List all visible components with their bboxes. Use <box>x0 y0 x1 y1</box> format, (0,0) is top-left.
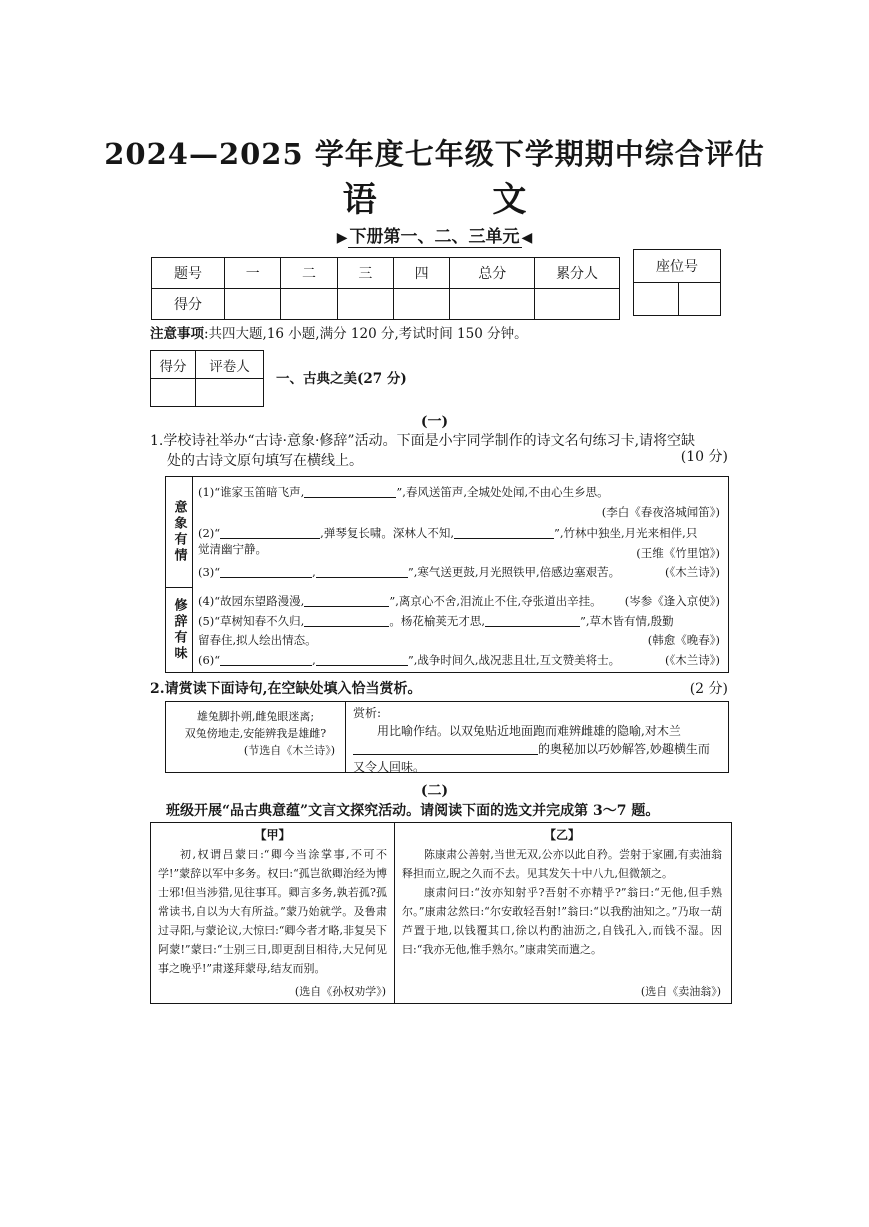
card-category-label: 意象有情 <box>166 477 193 588</box>
right-triangle-icon: ▶ <box>336 230 348 246</box>
appreciation-line: 又令人回味。 <box>353 760 426 774</box>
passage-source: (选自《卖油翁》) <box>640 985 721 998</box>
passage-source: (选自《孙权劝学》) <box>294 985 386 998</box>
passage-jia <box>151 823 395 1003</box>
passage-label: 【乙】 <box>543 828 580 842</box>
appreciation-box <box>165 701 729 773</box>
notice-label: 注意事项 <box>150 326 204 342</box>
answer-blank[interactable] <box>485 614 580 627</box>
part-heading: (二) <box>420 783 449 799</box>
appreciation-line: 用比喻作结。以双兔贴近地面跑而难辨雌雄的隐喻,对木兰 <box>377 724 681 738</box>
passage-paragraph: 陈康肃公善射,当世无双,公亦以此自矜。尝射于家圃,有卖油翁释担而立,睨之久而不去。见其发矢十中八九,但微颔之。 <box>402 848 722 880</box>
seat-number-table <box>633 249 721 316</box>
card-line: (2)“ ,弹琴复长啸。深林人不知, ”,竹林中独坐,月光来相伴,只 <box>198 526 698 540</box>
unit-scope-text: 下册第一、二、三单元 <box>349 227 520 247</box>
answer-blank[interactable] <box>304 485 396 498</box>
seat-number-label: 座位号 <box>634 250 721 283</box>
question-2-text: 2.请赏读下面诗句,在空缺处填入恰当赏析。 <box>150 681 422 697</box>
card-source: (《木兰诗》) <box>665 565 720 579</box>
score-header-cell: 累分人 <box>535 258 620 289</box>
question-1 <box>150 431 728 471</box>
answer-blank[interactable] <box>220 526 320 539</box>
poem-line: 雄兔脚扑朔,雌兔眼迷离; <box>196 710 315 723</box>
section-title: 一、古典之美(27 分) <box>276 371 407 387</box>
score-cell[interactable] <box>225 289 281 320</box>
exam-notice <box>150 322 528 342</box>
score-header-cell: 总分 <box>450 258 535 289</box>
score-table <box>151 257 620 320</box>
answer-blank[interactable] <box>304 594 389 607</box>
card-source: (李白《春夜洛城闻笛》) <box>601 505 720 519</box>
answer-blank[interactable] <box>220 565 312 578</box>
score-header-cell: 一 <box>225 258 281 289</box>
exam-title: 2024—2025 学年度七年级下学期期中综合评估 <box>104 137 765 171</box>
card-source: (岑参《逢入京使》) <box>624 594 720 608</box>
question-1-line: 1.学校诗社举办“古诗·意象·修辞”活动。下面是小宇同学制作的诗文名句练习卡,请将空缺 <box>150 433 696 449</box>
answer-blank[interactable] <box>316 565 408 578</box>
answer-blank[interactable] <box>353 742 538 755</box>
unit-scope-banner <box>0 222 869 247</box>
card-line: (6)“ , ”,战争时间久,战况悲且壮,互文赞美将士。 <box>198 653 621 667</box>
appreciation-text <box>353 704 722 776</box>
seat-number-cell[interactable] <box>679 283 721 316</box>
score-header-cell: 题号 <box>152 258 225 289</box>
card-line: 觉清幽宁静。 <box>198 542 267 556</box>
passage-paragraph: 康肃问曰:“汝亦知射乎?吾射不亦精乎?”翁曰:“无他,但手熟尔。”康肃忿然曰:“尔安敢轻吾射!”翁曰:“以我酌油知之。”乃取一葫芦置于地,以钱覆其口,徐以杓酌油沥之,自钱孔入,而钱不湿。因曰:“我亦无他,惟手熟尔。”康肃笑而遣之。 <box>402 886 722 956</box>
notice-text: :共四大题,16 小题,满分 120 分,考试时间 150 分钟。 <box>204 326 528 342</box>
answer-blank[interactable] <box>304 614 389 627</box>
part-heading: (一) <box>420 414 449 430</box>
score-header-cell: 三 <box>337 258 393 289</box>
passage-paragraph: 初,权谓吕蒙曰:“卿今当涂掌事,不可不学!”蒙辞以军中多务。权曰:“孤岂欲卿治经为博士邪!但当涉猎,见往事耳。卿言多务,孰若孤?孤常读书,自以为大有所益。”蒙乃始就学。及鲁肃过寻阳,与蒙论议,大惊曰:“卿今者才略,非复吴下阿蒙!”蒙曰:“士别三日,即更刮目相待,大兄何见事之晚乎!”肃遂拜蒙母,结友而别。 <box>158 848 387 975</box>
appreciation-label: 赏析: <box>353 706 382 720</box>
card-source: (《木兰诗》) <box>665 653 720 667</box>
appreciation-line: 的奥秘加以巧妙解答,妙趣横生而 <box>353 740 722 758</box>
subject-title: 语 文 <box>342 180 579 220</box>
score-cell[interactable] <box>337 289 393 320</box>
grader-reviewer-cell[interactable] <box>196 379 264 407</box>
card-line: (1)“谁家玉笛暗飞声, ”,春风送笛声,全城处处闻,不由心生乡思。 <box>198 485 609 499</box>
grader-score-label: 得分 <box>151 351 196 379</box>
score-header-cell: 四 <box>393 258 449 289</box>
score-cell[interactable] <box>535 289 620 320</box>
poem-source: (节选自《木兰诗》) <box>243 744 335 757</box>
question-points: (10 分) <box>680 449 728 465</box>
practice-card <box>165 476 729 673</box>
answer-blank[interactable] <box>454 526 554 539</box>
score-cell[interactable] <box>393 289 449 320</box>
score-cell[interactable] <box>450 289 535 320</box>
question-points: (2 分) <box>689 681 728 697</box>
card-source: (王维《竹里馆》) <box>636 546 720 560</box>
answer-blank[interactable] <box>316 653 408 666</box>
card-line: (5)“草树知春不久归, 。杨花榆荚无才思, ”,草木皆有情,殷勤 <box>198 614 674 628</box>
left-triangle-icon: ◀ <box>521 230 533 246</box>
classical-texts-box <box>150 822 732 1004</box>
grader-reviewer-label: 评卷人 <box>196 351 264 379</box>
card-line: (3)“ , ”,寒气送更鼓,月光照铁甲,倍感边塞艰苦。 <box>198 565 621 579</box>
passage-label: 【甲】 <box>254 828 291 842</box>
passage-yi <box>395 823 729 1003</box>
answer-blank[interactable] <box>220 653 312 666</box>
poem-line: 双兔傍地走,安能辨我是雄雌? <box>184 727 327 740</box>
grader-table <box>150 350 264 407</box>
seat-number-cell[interactable] <box>634 283 679 316</box>
score-row-label: 得分 <box>152 289 225 320</box>
poem-excerpt <box>166 702 346 772</box>
question-2 <box>150 678 728 698</box>
card-category-label: 修辞有味 <box>166 587 193 672</box>
activity-intro: 班级开展“品古典意蕴”文言文探究活动。请阅读下面的选文并完成第 3～7 题。 <box>166 803 660 819</box>
score-header-cell: 二 <box>281 258 337 289</box>
card-source: (韩愈《晚春》) <box>647 633 720 647</box>
score-cell[interactable] <box>281 289 337 320</box>
card-line: 留春住,拟人绘出情态。 <box>198 633 317 647</box>
card-line: (4)“故园东望路漫漫, ”,离京心不舍,泪流止不住,夺张道出辛挂。 <box>198 594 602 608</box>
question-1-line: 处的古诗文原句填写在横线上。 <box>167 453 363 469</box>
grader-score-cell[interactable] <box>151 379 196 407</box>
